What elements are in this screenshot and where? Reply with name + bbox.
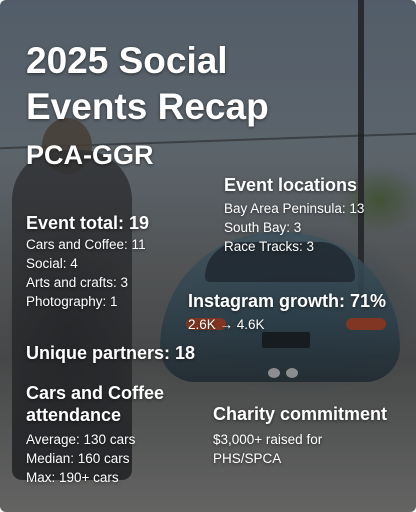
event-locations-heading: Event locations bbox=[224, 175, 358, 195]
attendance-item: Average: 130 cars bbox=[26, 432, 136, 447]
org-subtitle: PCA-GGR bbox=[26, 140, 154, 170]
charity-detail bbox=[213, 430, 322, 468]
charity-line: $3,000+ raised for bbox=[213, 432, 323, 447]
charity-line: PHS/SPCA bbox=[213, 451, 282, 466]
instagram-growth-heading: Instagram growth: 71% bbox=[188, 291, 387, 311]
location-item: Race Tracks: 3 bbox=[224, 239, 315, 254]
title-line-2: Events Recap bbox=[26, 86, 269, 127]
attendance-heading-line-1: Cars and Coffee bbox=[26, 383, 165, 403]
instagram-growth-detail: 2.6K → 4.6K bbox=[188, 317, 265, 332]
event-type-item: Photography: 1 bbox=[26, 294, 118, 309]
event-locations-list bbox=[224, 199, 364, 256]
event-type-item: Social: 4 bbox=[26, 256, 78, 271]
event-type-item: Cars and Coffee: 11 bbox=[26, 237, 146, 252]
attendance-item: Median: 160 cars bbox=[26, 451, 130, 466]
location-item: Bay Area Peninsula: 13 bbox=[224, 201, 365, 216]
event-type-item: Arts and crafts: 3 bbox=[26, 275, 129, 290]
event-total-heading: Event total: 19 bbox=[26, 213, 150, 233]
location-item: South Bay: 3 bbox=[224, 220, 302, 235]
event-total-list bbox=[26, 235, 146, 311]
attendance-heading-line-2: attendance bbox=[26, 405, 122, 425]
title-line-1: 2025 Social bbox=[26, 40, 228, 81]
charity-heading: Charity commitment bbox=[213, 404, 388, 424]
unique-partners-heading: Unique partners: 18 bbox=[26, 343, 196, 363]
attendance-list bbox=[26, 430, 135, 487]
attendance-item: Max: 190+ cars bbox=[26, 470, 119, 485]
